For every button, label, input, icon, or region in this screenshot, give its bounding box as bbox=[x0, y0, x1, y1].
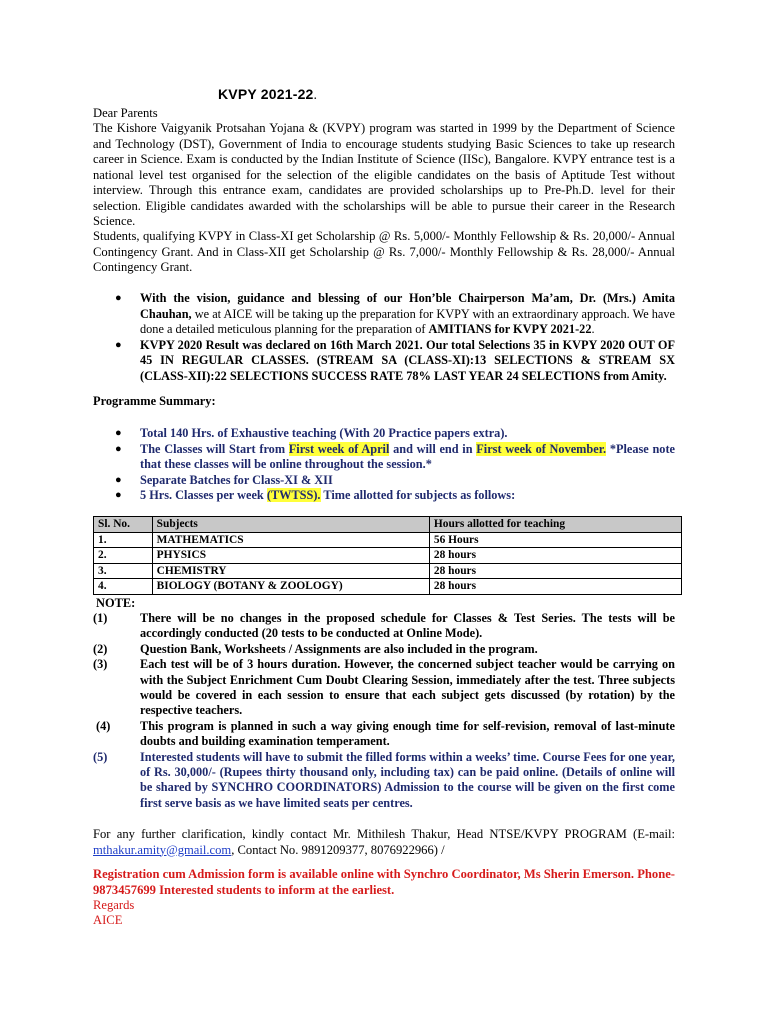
table-cell: 56 Hours bbox=[429, 532, 681, 548]
notes-list bbox=[93, 611, 675, 811]
table-header-cell: Hours allotted for teaching bbox=[429, 517, 681, 533]
note-item: (1) There will be no changes in the proposed schedule for Classes & Test Series. The tests will be accordingly conducted (20 tests to be conducted at Online Mode). bbox=[93, 611, 675, 641]
note-item: (4) This program is planned in such a way giving enough time for self-revision, removal of last-minute doubts and building examination temperament. bbox=[96, 718, 675, 749]
bullet-icon: ● bbox=[115, 473, 122, 486]
table-cell: PHYSICS bbox=[152, 548, 429, 564]
table-row bbox=[94, 548, 682, 564]
highlight: First week of April bbox=[288, 441, 390, 456]
intro-paragraph: The Kishore Vaigyanik Protsahan Yojana & (KVPY) program was started in 1999 by the Department of Science and Technology (DST), Government of India to encourage students studying Basic Sciences to take up research career in Science. Exam is conducted by the Indian Institute of Science (IISc), Bangalore. KVPY entrance test is a national level test organised for the selection of the eligible candidates on the basis of Aptitude Test without interview. Through this entrance exam, candidates are provided scholarships up to Pre-Ph.D. level for their selection. Eligible candidates awarded with the scholarships will be able to pursue their career in the Research Science. bbox=[93, 121, 675, 228]
table-cell: BIOLOGY (BOTANY & ZOOLOGY) bbox=[152, 579, 429, 595]
programme-summary-heading: Programme Summary: bbox=[93, 394, 216, 408]
highlight: First week of November. bbox=[476, 441, 607, 456]
table-row bbox=[94, 579, 682, 595]
page-title: KVPY 2021-22. bbox=[218, 86, 318, 103]
table-row bbox=[94, 563, 682, 579]
table-cell: 28 hours bbox=[429, 563, 681, 579]
table-cell: 2. bbox=[94, 548, 153, 564]
list-item: ● 5 Hrs. Classes per week (TWTSS). Time allotted for subjects as follows: bbox=[115, 488, 516, 502]
greeting: Dear Parents bbox=[93, 106, 158, 120]
table-cell: 28 hours bbox=[429, 579, 681, 595]
table-cell: 4. bbox=[94, 579, 153, 595]
contact-paragraph: For any further clarification, kindly contact Mr. Mithilesh Thakur, Head NTSE/KVPY PROGRAM (E-mail: mthakur.amity@gmail.com, Contact No. 9891209377, 8076922966) / bbox=[93, 827, 675, 857]
highlight: (TWTSS). bbox=[266, 488, 321, 502]
bullet-icon: ● bbox=[115, 442, 122, 455]
list-item: ● Total 140 Hrs. of Exhaustive teaching (With 20 Practice papers extra). bbox=[115, 426, 508, 440]
email-link[interactable]: mthakur.amity@gmail.com bbox=[93, 842, 232, 857]
note-heading: NOTE: bbox=[96, 596, 136, 610]
registration-notice: Registration cum Admission form is available online with Synchro Coordinator, Ms Sherin Emerson. Phone- 9873457699 Interested students to inform at the earliest. bbox=[93, 867, 675, 897]
table-header-row bbox=[94, 517, 682, 533]
note-item: (3) Each test will be of 3 hours duration. However, the concerned subject teacher would be carrying on with the Subject Enrichment Cum Doubt Clearing Session, immediately after the test. Three subjects would be covered in each session to ensure that each subject gets discussed (by rotation) by the respective teachers. bbox=[93, 657, 675, 718]
table-row bbox=[94, 532, 682, 548]
note-item: (2) Question Bank, Worksheets / Assignments are also included in the program. bbox=[93, 641, 538, 656]
regards: Regards bbox=[93, 898, 135, 912]
list-item: ● With the vision, guidance and blessing of our Hon’ble Chairperson Ma’am, Dr. (Mrs.) Amita Chauhan, we at AICE will be taking up the preparation for KVPY with an extraordinary approach. We have done a detailed meticulous planning for the preparation of AMITIANS for KVPY 2021-22. bbox=[115, 291, 675, 336]
programme-summary-list bbox=[93, 426, 675, 504]
list-item: ● The Classes will Start from First week of April and will end in First week of November. *Please note that these classes will be online throughout the session.* bbox=[115, 441, 676, 471]
table-cell: MATHEMATICS bbox=[152, 532, 429, 548]
table-cell: 28 hours bbox=[429, 548, 681, 564]
list-item: ● KVPY 2020 Result was declared on 16th March 2021. Our total Selections 35 in KVPY 2020 OUT OF 45 IN REGULAR CLASSES. (STREAM SA (CLASS-XI):13 SELECTIONS & STREAM SX (CLASS-XII):22 SELECTIONS SUCCESS RATE 78% LAST YEAR 24 SELECTIONS from Amity. bbox=[115, 337, 675, 383]
scholarship-paragraph: Students, qualifying KVPY in Class-XI get Scholarship @ Rs. 5,000/- Monthly Fellowship & Rs. 20,000/- Annual Contingency Grant. And in Class-XII get Scholarship @ Rs. 7,000/- Monthly Fellowship & Rs. 28,000/- Annual Contingency Grant. bbox=[93, 229, 675, 274]
signature: AICE bbox=[93, 913, 123, 927]
table-cell: 1. bbox=[94, 532, 153, 548]
highlights-list bbox=[93, 291, 675, 384]
table-cell: CHEMISTRY bbox=[152, 563, 429, 579]
table-header-cell: Sl. No. bbox=[94, 517, 153, 533]
table-header-cell: Subjects bbox=[152, 517, 429, 533]
bullet-icon: ● bbox=[115, 338, 122, 351]
note-item: (5) Interested students will have to submit the filled forms within a weeks’ time. Course Fees for one year, of Rs. 30,000/- (Rupees thirty thousand only, including tax) can be paid online. (Details of online will be shared by SYNCHRO COORDINATORS) Admission to the course will be given on the first come first serve basis as we have limited seats per centres. bbox=[93, 749, 675, 810]
list-item: ● Separate Batches for Class-XI & XII bbox=[115, 472, 333, 487]
hours-table bbox=[93, 516, 682, 595]
table-cell: 3. bbox=[94, 563, 153, 579]
bullet-icon: ● bbox=[115, 427, 122, 439]
bullet-icon: ● bbox=[115, 489, 122, 501]
bullet-icon: ● bbox=[115, 292, 122, 304]
